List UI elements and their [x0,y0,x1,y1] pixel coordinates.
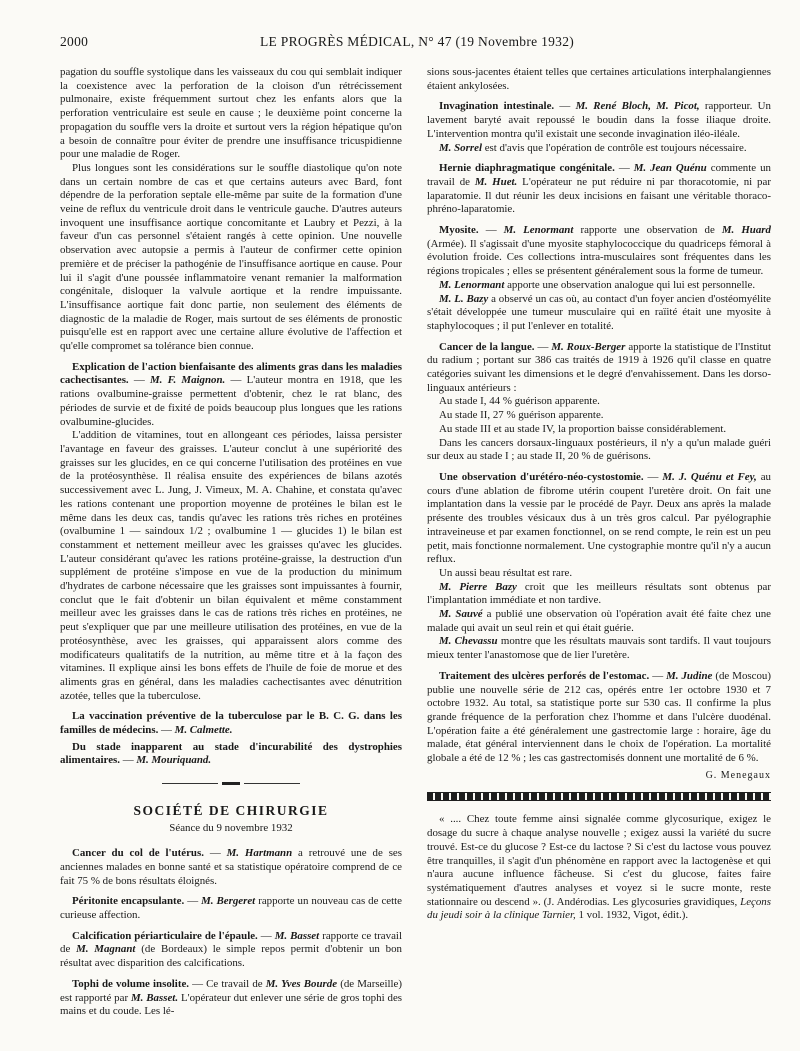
article-text: (de Bordeaux) le simple repos permit d'obtenir un bon résultat avec disparition des calcifications. [60,943,402,970]
stat-line: Au stade II, 27 % guérison apparente. [439,409,604,422]
article-author: M. René Bloch, M. Picot, [575,100,700,113]
article-author: M. Pierre Bazy [439,580,517,593]
running-title: LE PROGRÈS MÉDICAL, N° 47 (19 Novembre 1932) [260,34,575,49]
article-title: Traitement des ulcères perforés de l'estomac. [439,669,650,682]
article-abstract: Calcification périarticulaire de l'épaule. — M. Basset rapporte ce travail de M. Magnant (de Bordeaux) le simple repos permit d'obtenir un bon résultat avec disparition des calcifications. [60,929,402,970]
article-text: a observé un cas où, au contact d'un foyer ancien d'ostéomyélite s'était développée une tumeur musculaire qui en raïité était une myosite à staphylocoques ; il put l'enlever en totalité. [427,292,771,332]
article-abstract: La vaccination préventive de la tuberculose par le B. C. G. dans les familles de médecins. — M. Calmette. [60,710,402,737]
article-text: au cours d'une ablation de fibrome utérin coupent l'uretère droit. On fait une implantation dans la vessie par le procédé de Payr. Deux ans après la malade présente des troubles vésicaux dus à un très gros calcul. Par pyélographie intraveineuse et par examen fonctionnel, on se rend compte, le rein est un peu petit, mais fonctionne normalement. Une cystographie montre qu'il n'y a aucun reflux. [427,470,771,566]
article-author: M. Roux-Berger [551,340,626,353]
article-text: a retrouvé une de ses anciennes malades en bonne santé et sa statistique opératoire comprend de ce fait 75 % de bons résultats éloignés. [60,847,403,887]
paragraph: pagation du souffle systolique dans les vaisseaux du cou qui semblait indiquer la coexistence avec la perforation de la cloison d'un rétrécissement pulmonaire, existe fréquemment surtout chez les enfants alors que la perforation ventriculaire est seule en cause ; le deuxième point concerne la propagation du souffle vers la droite et surtout vers la région hépatique qu'on a besoin de connaître pour éviter de prendre une insuffisance tricuspidienne pour une maladie de Roger. [60,66,402,161]
left-column [60,66,402,1019]
article-author: M. F. Maignon. [149,374,226,387]
signature: G. Menegaux [705,769,771,781]
paragraph [427,279,771,293]
article-author: M. Calmette. [174,724,233,737]
paragraph: L'addition de vitamines, tout en allongeant ces périodes, laissa persister l'avantage en faveur des graisses. L'auteur conclut à une supériorité des graisses sur les glucides, en ce qui concerne l'utilisation des protéines en vue de la protéosynthèse. Il réalisa ensuite des expériences de bilans azotés successivement avec L. Jung, J. Vimeux, M. A. Chahine, et constata qu'avec les rations contenant une proportion moyenne de protéines le bilan est le même dans les deux cas, tandis qu'avec les rations très riches en protéines (ovalbumine 1 — saindoux 1/2 ; ovalbumine 1 — glucides 1) le bilan est constamment et nettement meilleur avec les graisses qu'avec les glucides. L'auteur considérant qu'avec les rations protéine-graisse, la destruction d'un supplément de protéine s'impose en vue de la production du minimum d'hydrates de carbone nécessaire que les graisses sont impuissantes à fournir, conclut que le fait d'obtenir un bilan équivalent et même constamment meilleur avec les graisses dans le cas de rations très riches en protéines, ne peut s'expliquer que par une meilleure utilisation des protéines, en vue de la protéosynthèse, avec les graisses, qui apparaissent alors comme des modificateurs qualitatifs de la nutrition, au même titre et à la façon des vitamines. Il explique ainsi les bons effets de l'huile de foie de morue et des aliments gras en général, dans les maladies cachectisantes avec dénutrition azotée, telles que la tuberculose. [60,429,402,702]
quote-text: 1 vol. 1932, Vigot, édit.). [578,909,689,922]
article-author: M. Judine [666,669,713,682]
article-author: M. Chevassu [439,635,498,648]
stat-line: Au stade III et au stade IV, la proportion baisse considérablement. [439,422,727,435]
article-title: Invagination intestinale. [439,100,555,113]
article-author: M. L. Bazy [439,292,489,305]
paragraph: sions sous-jacentes étaient telles que certaines articulations interphalangiennes étaient ankylosées. [427,66,771,92]
paragraph [427,142,771,156]
article-abstract: Péritonite encapsulante. — M. Bergeret rapporte un nouveau cas de cette curieuse affection. [60,895,403,922]
article-title: Tophi de volume insolite. [72,977,189,990]
article-author: M. J. Quénu et Fey, [662,470,757,483]
page-number: 2000 [60,34,89,49]
paragraph: Plus longues sont les considérations sur le souffle diastolique qu'on note dans un certain nombre de cas et que certains auteurs avec Bard, font dépendre de la perforation septale elle-même par suite de la formation d'une veine de reflux du ventricule droit dans le ventricule gauche. D'autres auteurs invoquent une insuffisance aortique concomitante et Laubry et Pezzi, à la faveur d'un cas personnel s'étaient rangés à cette opinion. Une nouvelle observation avec autopsie a permis à l'auteur de confirmer cette opinion première et de préciser la pathogénie de l'insuffisance aortique en cause. Pour lui il s'agit d'une poussée inflammatoire venant remanier la malformation congénitale, disloquer la valvule aortique et la rendre impuissante. L'insuffisance aortique fait donc partie, non seulement des éléments de diagnostic de la maladie de Roger, mais surtout de ses éléments de pronostic puisqu'elle est en rapport avec une certaine allure évolutive de l'affection et qu'elle compromet sa tolérance bien connue. [60,161,402,353]
article-text: (de Moscou) publie une nouvelle série de 212 cas, opérés entre 1er octobre 1930 et 7 octobre 1932. Au total, sa statistique porte sur 530 cas. Il confirme la plus grande fréquence de la perforation chez l'homme et dans l'ulcère duodénal. L'opération faite a été généralement une gastrectomie large : horaire, âge du malade, état général interviennent dans le choix de l'opération. La mortalité globale a été de 12 % ; les cas gastrectomisés donnent une mortalité de 6 %. [427,669,771,765]
article-title: Une observation d'urétéro-néo-cystostomie. [439,470,644,483]
article-title: La vaccination préventive de la tuberculose par le B. C. G. dans les familles de médecins. [60,710,402,737]
paragraph: Dans les cancers dorsaux-linguaux postérieurs, il n'y a qu'un malade guéri sur deux au stade I ; au stade II, 20 % de guérisons. [427,436,771,463]
quotation [427,813,771,923]
article-abstract: Explication de l'action bienfaisante des aliments gras dans les maladies cachectisantes. — M. F. Maignon. — L'auteur montra en 1918, que les rations ovalbumine-graisse permettent d'obtenir, chez le rat blanc, des périodes de survie et de fixité de poids beaucoup plus longues que les rations ovalbumine-glucides. [60,360,402,428]
article-title: Explication de l'action bienfaisante des aliments gras dans les maladies cachectisantes. [60,360,402,387]
article-title: Cancer de la langue. [439,340,535,353]
article-text: L'opérateur ne put réduire ni par thoracotomie, ni par laparatomie. Il dut réunir les deux incisions en faisant une véritable thoraco-phréno-laparatomie. [427,175,771,216]
article-text: montre que les résultats mauvais sont tardifs. Il vaut toujours mieux tenter l'anastomose que de lier l'uretère. [427,635,771,662]
section-divider [60,776,402,790]
paragraph: Un aussi beau résultat est rare. [439,566,573,579]
article-text: rapporteur. Un lavement baryté avait repoussé le boudin dans la fosse iliaque droite. L'intervention montra qu'il existait une seconde invagination iléo-iléale. [427,100,771,140]
article-text: croit que les meilleurs résultats sont obtenus par l'implantation immédiate et non tardive. [427,580,771,607]
stat-line: Au stade I, 44 % guérison apparente. [439,395,600,408]
article-text: — Ce travail de [192,977,263,990]
article-abstract: Cancer du col de l'utérus. — M. Hartmann a retrouvé une de ses anciennes malades en bonne santé et sa statistique opératoire comprend de ce fait 75 % de bons résultats éloignés. [60,847,403,887]
article-text: apporte une observation analogue qui lui est personnelle. [507,278,756,291]
article-abstract: Une observation d'urétéro-néo-cystostomie. — M. J. Quénu et Fey, au cours d'une ablation de fibrome utérin coupent l'uretère droit. On fait une implantation dans la vessie par le procédé de Payr. Deux ans après la malade présente des troubles vésicaux dus à un très gros calcul. Par pyélographie intraveineuse et par examen fonctionnel, on se rend compte, le rein est un peu petit, mais fonctionne normalement. Une cystographie montre qu'il n'y a aucun reflux. [427,470,771,566]
article-text: L'opérateur dut enlever une série de gros tophi des mains et du coude. Les lé- [60,991,403,1018]
article-author: M. Mouriquand. [136,754,212,767]
article-author: M. Lenormant [439,278,505,291]
article-author: M. Lenormant [503,224,574,237]
paragraph [427,293,771,334]
article-title: Du stade inapparent au stade d'incurabilité des dystrophies alimentaires. [60,740,402,767]
article-author: M. Jean Quénu [633,162,707,175]
article-text: apporte la statistique de l'Institut du radium ; portant sur 386 cas traités de 1919 à 1926 qu'il classe en quatre catégories suivant les dimensions et le degré d'envahissement. Dans les dorso-linguaux antérieurs : [427,340,771,394]
article-abstract: Invagination intestinale. — M. René Bloch, M. Picot, rapporteur. Un lavement baryté avait repoussé le boudin dans la fosse iliaque droite. L'intervention montra qu'il existait une seconde invagination iléo-iléale. [427,100,771,140]
article-author: M. Sorrel [439,141,482,154]
article-title: Myosite. [439,224,479,237]
article-title: Hernie diaphragmatique congénitale. [439,162,615,175]
paragraph [427,608,771,635]
article-abstract: Cancer de la langue. — M. Roux-Berger apporte la statistique de l'Institut du radium ; portant sur 386 cas traités de 1919 à 1926 qu'il classe en quatre catégories suivant les dimensions et le degré d'envahissement. Dans les dorso-linguaux antérieurs : [427,340,771,394]
article-abstract [60,978,402,1019]
paragraph [427,635,771,662]
article-author: M. Huard [721,224,771,237]
article-title: Cancer du col de l'utérus. [72,847,204,860]
article-text: est d'avis que l'opération de contrôle est toujours nécessaire. [484,141,747,154]
article-author: M. Huet. [474,175,518,188]
article-author: M. Sauvé [439,608,483,621]
article-author: M. Bergeret [201,895,256,908]
article-author: M. Basset [274,929,320,942]
article-author: M. Hartmann [226,847,293,860]
article-text: a publié une observation où l'opération avait été faite chez une malade qui avait un seul rein et qui était guérie. [427,608,771,634]
article-abstract: Hernie diaphragmatique congénitale. — M. Jean Quénu commente un travail de M. Huet. L'opérateur ne put réduire ni par thoracotomie, ni par laparatomie. Il dut réunir les deux incisions en faisant une véritable thoraco-phréno-laparatomie. [427,162,771,216]
quote-reference: Leçons du jeudi soir à la clinique Tarnier, [427,895,771,922]
article-text: rapporte ce travail de [60,929,402,956]
article-author: M. Yves Bourde [265,977,338,990]
article-text: rapporte une observation de [580,224,715,237]
decorative-rule [427,792,771,801]
session-date: Séance du 9 novembre 1932 [169,821,293,834]
society-heading: SOCIÉTÉ DE CHIRURGIE [133,802,329,818]
paragraph [427,581,771,608]
article-text: L'auteur montra en 1918, que les rations ovalbumine-graisse permettent d'obtenir, chez le rat blanc, des périodes de survie et de fixité de poids beaucoup plus longues que les rations ovalbumine-glucides. [60,374,402,428]
article-text: (Armée). Il s'agissait d'une myosite staphylococcique du quadriceps fémoral à évolution froide. Ces collections intra-musculaires sont fréquentes dans les régions tropicales ; elles se présentent généralement sous la forme de tumeur. [427,237,771,278]
article-author: M. Basset. [130,991,179,1004]
article-title: Calcification périarticulaire de l'épaule. [72,929,258,942]
right-column [427,66,771,923]
article-abstract: Traitement des ulcères perforés de l'estomac. — M. Judine (de Moscou) publie une nouvelle série de 212 cas, opérés entre 1er octobre 1930 et 7 octobre 1932. Au total, sa statistique porte sur 530 cas. Il confirme la plus grande fréquence de la perforation chez l'homme et dans l'ulcère duodénal. L'opération faite a été généralement une gastrectomie large : horaire, âge du malade, état général interviennent dans le choix de l'opération. La mortalité globale a été de 12 % ; les cas gastrectomisés donnent une mortalité de 6 %. [427,669,771,765]
article-author: M. Magnant [76,943,136,956]
article-text: (de Marseille) est rapporté par [60,977,402,1004]
quote-text: « .... Chez toute femme ainsi signalée comme glycosurique, exigez le dosage du sucre à chaque analyse nouvelle ; exigez aussi la variété du sucre trouvé. Est-ce du glucose ? Est-ce du lactose ? Si c'est du lactose vous pouvez être tranquilles, il s'agit d'un phénomène en rapport avec la lactogenèse et qui n'aura aucune influence fâcheuse. Si c'est du glucose, faites faire systématiquement d'autres analyses et voyez si le sucre monte, reste stationnaire ou descend ». (J. Andérodias. Les glycosuries gravidiques, [427,813,771,908]
article-abstract: Myosite. — M. Lenormant rapporte une observation de M. Huard (Armée). Il s'agissait d'une myosite staphylococcique du quadriceps fémoral à évolution froide. Ces collections intra-musculaires sont fréquentes dans les régions tropicales ; elles se présentent généralement sous la forme de tumeur. [427,224,771,278]
article-abstract: Du stade inapparent au stade d'incurabilité des dystrophies alimentaires. — M. Mouriquand. [60,740,402,767]
article-text: commente un travail de [427,162,771,188]
article-title: Péritonite encapsulante. [72,895,185,908]
article-text: rapporte un nouveau cas de cette curieuse affection. [60,895,403,922]
